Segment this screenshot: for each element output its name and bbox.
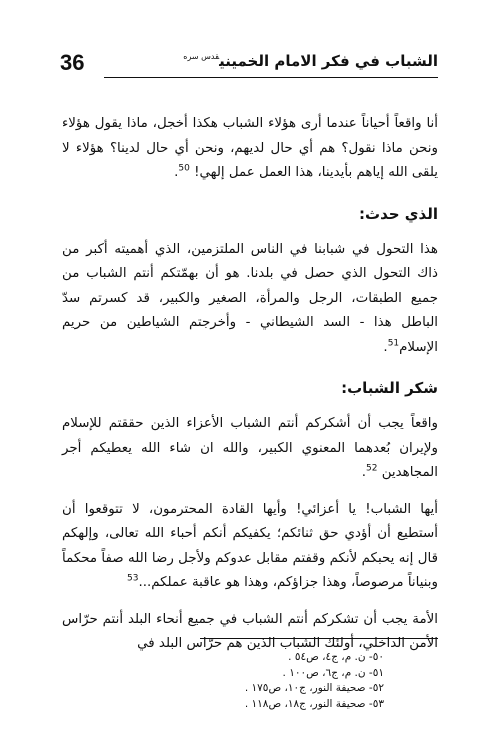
page-number: 36 [60,50,85,75]
paragraph-text: الأمة يجب أن تشكركم أنتم الشباب في جميع أنحاء البلد أنتم حرّاس الأمن الداخلي، أولئك الشباب الذين هم حرّاس البلد في [62,611,438,651]
paragraph-tail: . [383,339,388,355]
running-title-text: الشباب في فكر الامام الخميني [219,52,438,70]
page-header [60,50,438,80]
section-heading: الذي حدث: [359,204,438,223]
paragraph-text: هذا التحول في شبابنا في الناس الملتزمين، الذي أهميته أكبر من ذاك التحول الذي حصل في بلدنا. هو أن بهمّتكم أنتم الشباب من جميع الطبقات، الرجل والمرأة، الصغير والكبير، قد كسرتم سدّ الباطل هذا - السد الشيطاني - وأخرجتم الشياطين من حريم الإسلام [62,241,438,355]
footnote: ٥٢- صحيفة النور، ج١٠، ص١٧٥ . [244,682,384,694]
paragraph-tail: . [361,465,366,480]
footnote-ref: 52 [366,463,378,474]
footnote: ٥١- ن. م، ج٦، ص١٠٠ . [282,666,384,679]
paragraph [62,238,438,361]
paragraph [62,412,438,486]
footnote-ref: 51 [387,338,400,349]
honorific: قدس سره [183,52,220,61]
footnote-ref: 53 [127,573,139,584]
footnote: ٥٣- صحيفة النور، ج١٨، ص١١٨ . [244,697,384,710]
paragraph [62,498,438,596]
paragraph-tail: . [174,165,179,180]
running-title [179,52,438,70]
footnote-rule [200,638,438,639]
paragraph-text: أيها الشباب! يا أعزائي! وأيها القادة المحترمون، لا تتوقعوا أن أستطيع أن أؤدي حق ثنائكم؛ يكفيكم أنكم أحباء الله تعالى، وإلهكم قال إنه يحبكم لأنكم وقفتم مقابل عدوكم ولأجل رضا الله صفاً محكماً وبنياناً مرصوصاً، وهذا جزاؤكم، وهذا هو عاقبة عملكم... [62,501,438,590]
body-text [62,112,438,657]
header-rule [104,77,438,78]
paragraph [62,112,438,186]
footnote-ref: 50 [178,163,190,174]
footnote: ٥٠- ن. م، ج٤، ص٥٤ . [288,651,384,663]
paragraph-text: واقعاً يجب أن أشكركم أنتم الشباب الأعزاء الذين حققتم للإسلام ولإيران بُعدهما المعنوي الكبير، والله ان شاء الله يعطيكم أجر المجاهدين [62,416,438,480]
footnotes [62,650,438,712]
paragraph-text: أنا واقعاً أحياناً عندما أرى هؤلاء الشباب هكذا أخجل، ماذا يقول هؤلاء ونحن ماذا نقول؟ هم أي حال لديهم، ونحن أي حال لدينا؟ هؤلاء لا يلقى الله إياهم بأيدينا، هذا العمل عمل إلهي! [62,116,438,180]
section-heading: شكر الشباب: [341,379,438,397]
